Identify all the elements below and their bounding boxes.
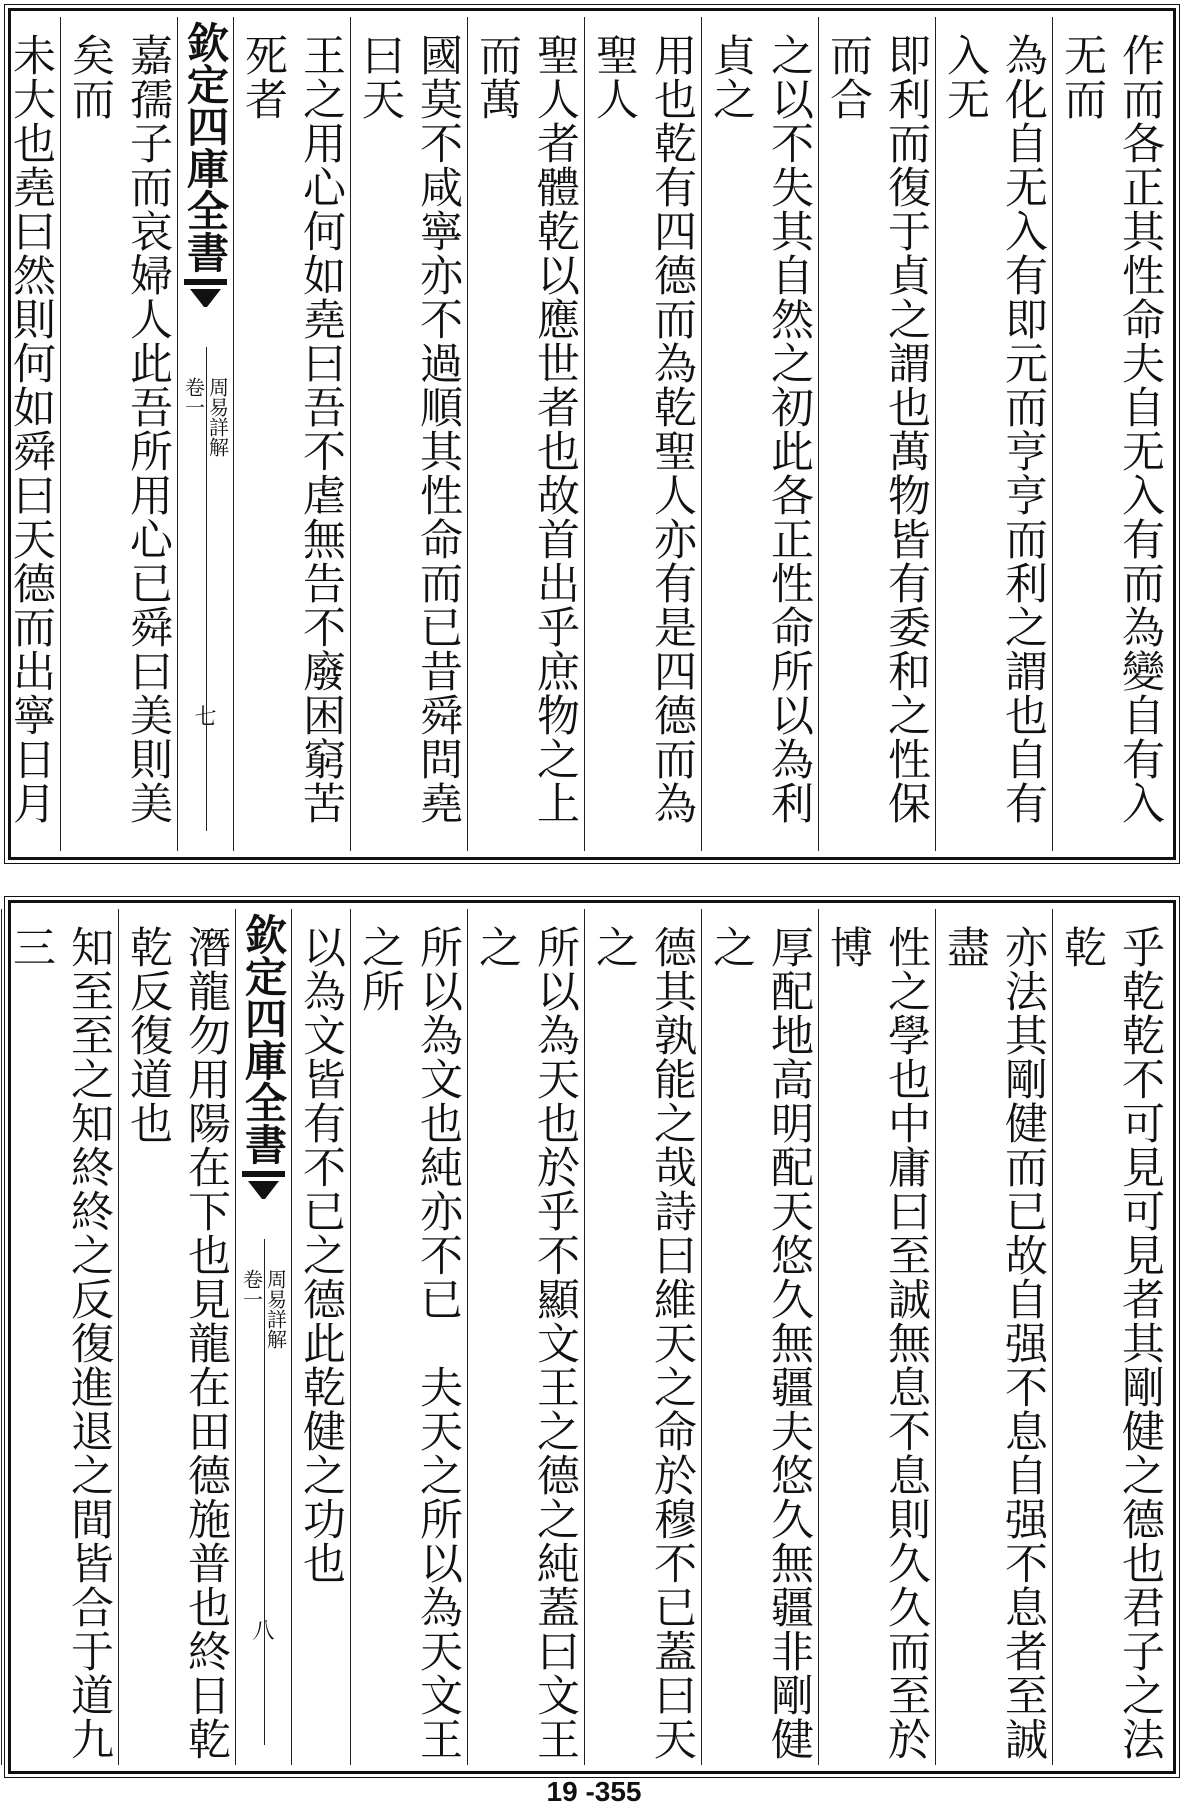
- fish-tail-mark: [242, 1171, 285, 1235]
- text-column: 德其孰能之哉詩曰維天之命於穆不已蓋曰天之: [584, 909, 701, 1765]
- text-columns: [6, 17, 1169, 851]
- book-title: 周易詳解: [205, 377, 230, 457]
- center-fold: [235, 909, 291, 1765]
- leaf-number: 八: [252, 1619, 275, 1644]
- text-column: 知至至之知終終之反復進退之間皆合于道九三: [1, 909, 118, 1765]
- text-column: 以為文皆有不已之德此乾健之功也: [291, 909, 350, 1765]
- text-column: 王之用心何如堯曰吾不虐無告不廢困窮苦死者: [233, 17, 350, 851]
- text-column: 聖人者體乾以應世者也故首出乎庶物之上而萬: [467, 17, 584, 851]
- text-column: 亦法其剛健而已故自强不息自强不息者至誠盡: [935, 909, 1052, 1765]
- folio-top: [8, 8, 1176, 860]
- text-column: 作而各正其性命夫自无入有而為變自有入无而: [1052, 17, 1169, 851]
- text-column: 乎乾乾不可見可見者其剛健之德也君子之法乾: [1052, 909, 1169, 1765]
- text-column: 嘉孺子而哀婦人此吾所用心已舜曰美則美矣而: [60, 17, 177, 851]
- text-column: 所以為天也於乎不顯文王之德之純蓋曰文王之: [467, 909, 584, 1765]
- collection-title: 欽定四庫全書: [239, 913, 288, 1165]
- text-column: 用也乾有四德而為乾聖人亦有是四德而為聖人: [584, 17, 701, 851]
- text-column: 即利而復于貞之謂也萬物皆有委和之性保而合: [818, 17, 935, 851]
- text-column: 為化自无入有即元而亨亨而利之謂也自有入无: [935, 17, 1052, 851]
- center-fold: [177, 17, 233, 851]
- collection-title: 欽定四庫全書: [181, 21, 230, 273]
- text-columns: [6, 909, 1169, 1765]
- book-title-block: [180, 377, 231, 457]
- book-title: 周易詳解: [263, 1269, 288, 1349]
- reprint-page-number: 19 -355: [546, 1776, 642, 1807]
- text-column: 國莫不咸寧亦不過順其性命而已昔舜問堯曰天: [350, 17, 467, 851]
- text-column: 之以不失其自然之初此各正性命所以為利貞之: [701, 17, 818, 851]
- text-column: 所以為文也純亦不已 夫天之所以為天文王之所: [350, 909, 467, 1765]
- juan-label: 卷一: [181, 377, 206, 417]
- leaf-number: 七: [194, 705, 217, 730]
- text-column: 厚配地高明配天悠久無疆夫悠久無疆非剛健之: [701, 909, 818, 1765]
- text-column: 潛龍勿用陽在下也見龍在田德施普也終日乾乾反復道也: [118, 909, 235, 1765]
- juan-label: 卷一: [239, 1269, 264, 1309]
- text-column: 性之學也中庸曰至誠無息不息則久久而至於博: [818, 909, 935, 1765]
- text-column: 未大也堯曰然則何如舜曰天德而出寧日月: [0, 17, 60, 851]
- fish-tail-mark: [184, 279, 227, 343]
- book-title-block: [238, 1269, 289, 1349]
- folio-bottom: [8, 900, 1176, 1774]
